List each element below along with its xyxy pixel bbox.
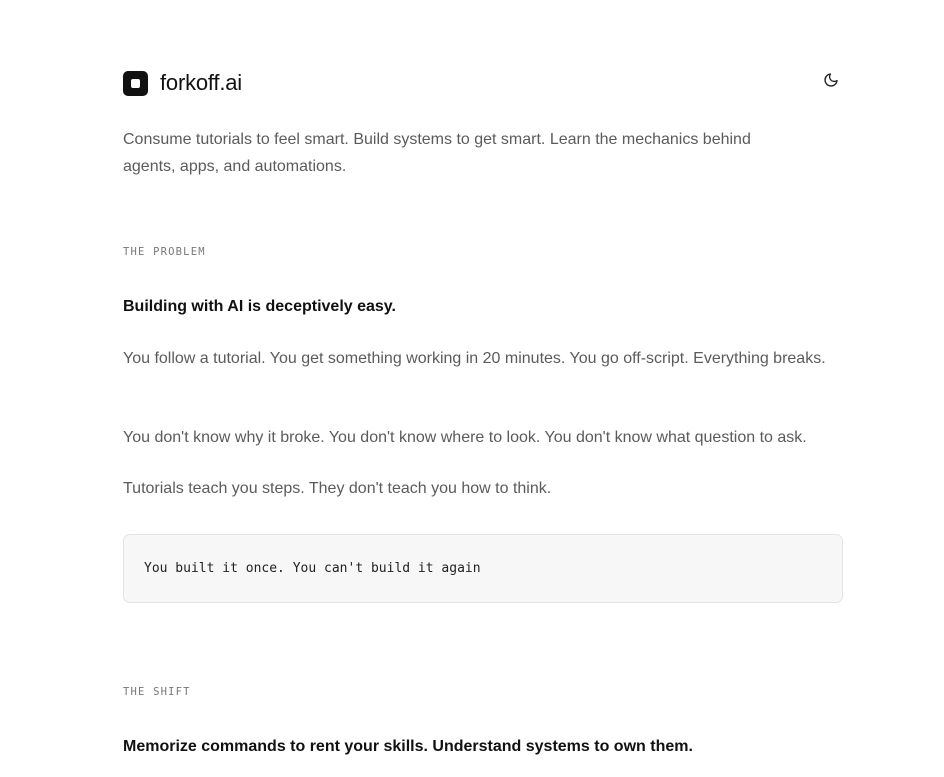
site-header [123, 70, 843, 96]
problem-heading: Building with AI is deceptively easy. [123, 298, 396, 315]
brand-name[interactable]: forkoff.ai [160, 70, 242, 95]
intro-text: Consume tutorials to feel smart. Build systems to get smart. Learn the mechanics behind agents, apps, and automations. [123, 131, 751, 175]
theme-toggle-button[interactable] [819, 68, 843, 92]
callout-text: You built it once. You can't build it again [144, 561, 481, 576]
problem-paragraph: Tutorials teach you steps. They don't teach you how to think. [123, 480, 552, 497]
section-label-problem: THE PROBLEM [123, 246, 206, 258]
problem-paragraph: You don't know why it broke. You don't know where to look. You don't know what question to ask. [123, 429, 807, 446]
moon-icon [823, 72, 839, 88]
logo-icon[interactable] [123, 71, 148, 96]
section-label-shift: THE SHIFT [123, 686, 191, 698]
problem-callout [123, 534, 843, 603]
shift-heading: Memorize commands to rent your skills. Understand systems to own them. [123, 738, 693, 755]
problem-paragraph: You follow a tutorial. You get something working in 20 minutes. You go off-script. Everything breaks. [123, 350, 826, 367]
